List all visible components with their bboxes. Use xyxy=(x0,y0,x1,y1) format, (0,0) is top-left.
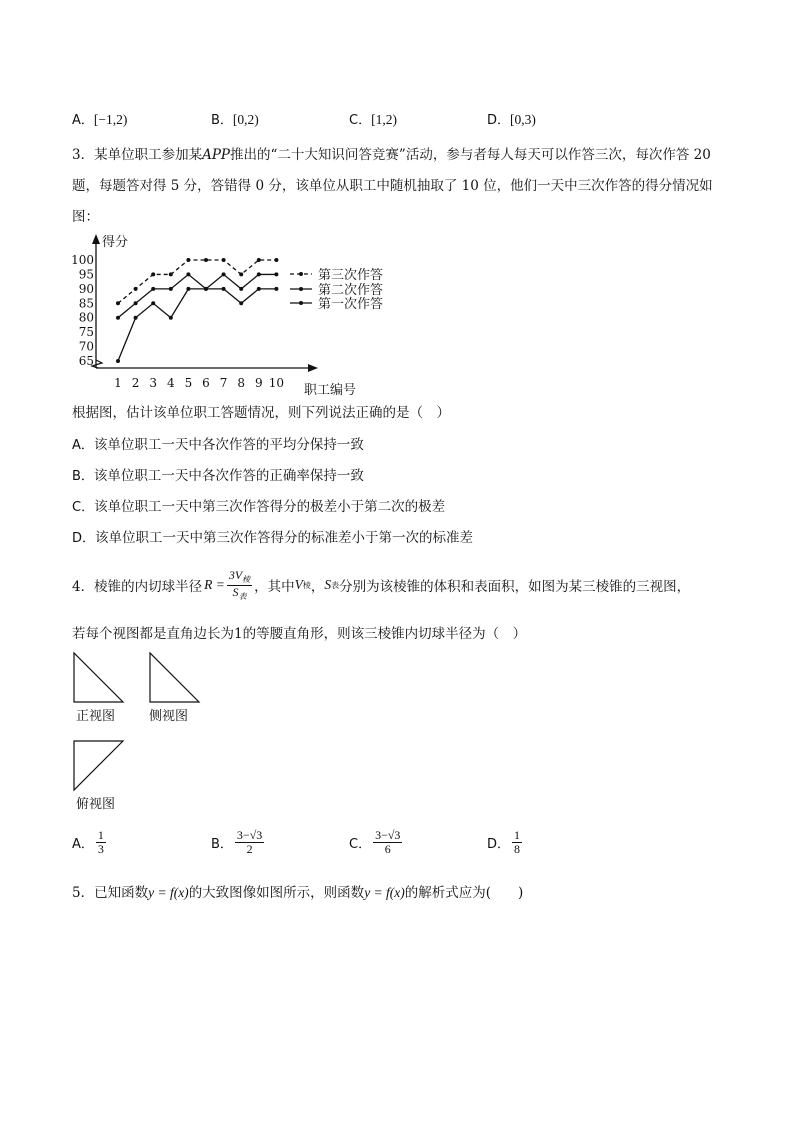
y-tick-label: 85 xyxy=(78,296,94,311)
y-tick-label: 75 xyxy=(78,325,94,340)
q3-question: 根据图，估计该单位职工答题情况，则下列说法正确的是（ ） xyxy=(72,405,450,421)
x-tick-label: 7 xyxy=(219,376,228,390)
top-view-triangle xyxy=(74,741,123,790)
x-tick-label: 3 xyxy=(149,376,158,390)
q2-option-b[interactable]: B．[0,2) xyxy=(211,112,259,128)
q3-stem-line2: 题，每题答对得 5 分，答错得 0 分，该单位从职工中随机抽取了 10 位，他们一天中三次作答的得分情况如 xyxy=(72,178,713,194)
side-view-label: 侧视图 xyxy=(149,709,189,724)
legend-label: 第二次作答 xyxy=(318,283,384,298)
q5-stem: 5．已知函数y = f(x)的大致图像如图所示，则函数y = f(x)的解析式应为( ) xyxy=(72,885,524,901)
data-point xyxy=(186,287,190,291)
data-point xyxy=(151,301,155,305)
data-point xyxy=(186,272,190,276)
series-line xyxy=(118,274,276,317)
data-point xyxy=(134,287,138,291)
q2-option-a[interactable]: A．[−1,2) xyxy=(72,112,128,128)
x-axis-label: 职工编号 xyxy=(304,383,357,398)
data-point xyxy=(239,272,243,276)
x-tick-label: 6 xyxy=(202,376,210,390)
q3-stem-line1: 3．某单位职工参加某APP推出的“二十大知识问答竞赛”活动，参与者每人每天可以作答三次，每次作答 20 xyxy=(72,147,711,163)
y-axis-arrow xyxy=(92,234,100,244)
q4-option-b[interactable]: B． $\frac{3-√3}{2}$ xyxy=(211,828,263,856)
data-point xyxy=(169,272,173,276)
data-point xyxy=(222,287,226,291)
data-point xyxy=(151,272,155,276)
data-point xyxy=(222,272,226,276)
x-tick-label: 8 xyxy=(237,376,246,390)
score-line-chart xyxy=(60,228,420,400)
series-line xyxy=(118,289,276,361)
front-view-triangle xyxy=(74,653,123,702)
q3-option-b[interactable]: B．该单位职工一天中各次作答的正确率保持一致 xyxy=(72,468,364,484)
legend-marker xyxy=(299,301,303,305)
q4-option-d[interactable]: D． $\frac{1}{8}$ xyxy=(487,828,521,856)
data-point xyxy=(116,359,120,363)
q4-option-a[interactable]: A． $\frac{1}{3}$ xyxy=(72,828,104,856)
q3-option-c[interactable]: C．该单位职工一天中第三次作答得分的极差小于第二次的极差 xyxy=(72,499,446,515)
x-tick-label: 1 xyxy=(114,376,122,390)
data-point xyxy=(257,272,261,276)
data-point xyxy=(274,258,278,262)
top-view-label: 俯视图 xyxy=(76,797,116,812)
q3-stem-line3: 图： xyxy=(72,209,99,225)
front-view-label: 正视图 xyxy=(76,709,116,724)
front-side-views xyxy=(70,650,220,710)
q2-option-d[interactable]: D．[0,3) xyxy=(487,112,536,128)
data-point xyxy=(169,287,173,291)
q4-stem-line2: 若每个视图都是直角边长为1的等腰直角形，则该三棱锥内切球半径为（ ） xyxy=(72,626,527,642)
top-view xyxy=(70,738,130,794)
legend-label: 第一次作答 xyxy=(318,297,384,312)
data-point xyxy=(151,287,155,291)
q3-option-a[interactable]: A．该单位职工一天中各次作答的平均分保持一致 xyxy=(72,437,364,453)
q4-option-c[interactable]: C． $\frac{3-√3}{6}$ xyxy=(349,828,401,856)
y-tick-label: 70 xyxy=(78,339,94,354)
legend-label: 第三次作答 xyxy=(318,268,384,283)
y-tick-label: 90 xyxy=(78,281,94,296)
legend-marker xyxy=(299,272,303,276)
data-point xyxy=(274,287,278,291)
data-point xyxy=(186,258,190,262)
data-point xyxy=(274,272,278,276)
x-tick-label: 5 xyxy=(184,376,193,390)
data-point xyxy=(134,301,138,305)
data-point xyxy=(169,316,173,320)
data-point xyxy=(239,287,243,291)
legend-marker xyxy=(299,287,303,291)
data-point xyxy=(257,287,261,291)
y-axis-label: 得分 xyxy=(102,235,129,250)
data-point xyxy=(116,316,120,320)
data-point xyxy=(204,287,208,291)
q4-stem-line1: 4．棱锥的内切球半径 R = $\frac{3V_棱}{S_表}$ ，其中 V 棱 ， S 表 分别为该棱锥的体积和表面积，如图为某三棱锥的三视图， xyxy=(72,568,691,601)
q3-option-d[interactable]: D．该单位职工一天中第三次作答得分的标准差小于第一次的标准差 xyxy=(72,530,474,546)
q2-option-c[interactable]: C．[1,2) xyxy=(349,112,397,128)
app-text: APP xyxy=(202,147,231,163)
x-axis-arrow xyxy=(308,364,318,372)
data-point xyxy=(116,301,120,305)
y-tick-label: 80 xyxy=(78,310,94,325)
x-tick-label: 4 xyxy=(166,376,175,390)
data-point xyxy=(204,258,208,262)
data-point xyxy=(239,301,243,305)
x-tick-label: 10 xyxy=(268,376,285,390)
y-tick-label: 95 xyxy=(78,267,94,282)
data-point xyxy=(257,258,261,262)
inscribed-radius-formula: $\frac{3V_棱}{S_表}$ xyxy=(228,568,251,601)
x-tick-label: 2 xyxy=(131,376,140,390)
y-tick-label: 65 xyxy=(78,354,94,368)
side-view-triangle xyxy=(150,653,199,702)
data-point xyxy=(222,258,226,262)
data-point xyxy=(134,316,138,320)
y-tick-label: 100 xyxy=(71,253,94,267)
x-tick-label: 9 xyxy=(254,376,263,390)
